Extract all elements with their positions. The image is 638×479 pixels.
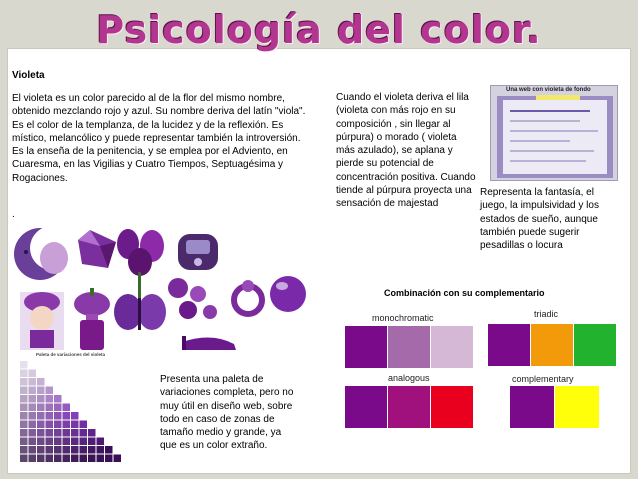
swatch-monochromatic-2 [388, 326, 430, 368]
palette-swatch [63, 438, 71, 446]
scheme-label-analogous: analogous [388, 373, 430, 383]
child-with-hat-icon [20, 292, 64, 350]
palette-swatch [37, 429, 45, 437]
palette-swatch [54, 421, 62, 429]
butterfly-icon [114, 294, 166, 330]
web-screenshot-line [510, 110, 590, 112]
web-screenshot-line [510, 140, 570, 142]
web-screenshot-line [510, 160, 586, 162]
palette-swatch [46, 404, 54, 412]
palette-swatch [88, 455, 96, 463]
palette-swatch [105, 446, 113, 454]
palette-swatch [46, 412, 54, 420]
palette-swatch [20, 412, 28, 420]
palette-swatch [46, 438, 54, 446]
palette-swatch [29, 395, 37, 403]
palette-swatch [63, 404, 71, 412]
palette-swatch [29, 438, 37, 446]
palette-swatch [71, 412, 79, 420]
palette-swatch [37, 387, 45, 395]
palette-swatch [54, 429, 62, 437]
palette-swatch [97, 438, 105, 446]
palette-swatch [71, 446, 79, 454]
palette-swatch [29, 455, 37, 463]
perfume-bottle-icon [80, 314, 104, 350]
palette-swatch [20, 395, 28, 403]
palette-swatch [97, 446, 105, 454]
palette-swatch [20, 361, 28, 369]
violet-description: El violeta es un color parecido al de la flor del mismo nombre, obtenido mezclando rojo y azul. Su nombre deriva del latín "viola". Es el color de la templanza, de la lucidez y de la reflexión. Es místico, melancólico y puede representar también la introversión. Es la enseña de la penitencia, y se emplea por el Adviento, en Cuaresma, en las Vigilias y Cuatro Tiempos, Septuagésima y Rogaciones. [12, 93, 306, 184]
violet-objects-collage [12, 224, 312, 356]
swatch-monochromatic-1 [345, 326, 387, 368]
palette-swatch [80, 446, 88, 454]
palette-swatch [29, 387, 37, 395]
palette-swatch [37, 421, 45, 429]
palette-swatch [20, 370, 28, 378]
mobile-phone-icon [178, 234, 218, 270]
palette-swatch [114, 455, 122, 463]
palette-swatch [46, 395, 54, 403]
section-heading: Violeta [12, 70, 45, 81]
scheme-label-complementary: complementary [512, 374, 574, 384]
web-screenshot-line [510, 130, 598, 132]
palette-swatch [37, 412, 45, 420]
swatch-analogous-1 [345, 386, 387, 428]
palette-swatch [37, 395, 45, 403]
palette-swatch [20, 446, 28, 454]
complement-heading: Combinación con su complementario [384, 288, 545, 298]
palette-swatch [20, 455, 28, 463]
palette-swatch [46, 429, 54, 437]
palette-swatch [20, 378, 28, 386]
swatch-monochromatic-3 [431, 326, 473, 368]
palette-swatch [20, 429, 28, 437]
palette-swatch [97, 455, 105, 463]
scheme-label-triadic: triadic [534, 309, 559, 319]
web-screenshot-header-bar [536, 95, 580, 100]
palette-swatch [80, 438, 88, 446]
palette-swatch [63, 429, 71, 437]
palette-swatch [29, 429, 37, 437]
palette-swatch [80, 421, 88, 429]
swatch-analogous-2 [388, 386, 430, 428]
palette-swatch [71, 438, 79, 446]
palette-swatch [46, 421, 54, 429]
swatch-triadic-1 [488, 324, 530, 366]
swatch-triadic-2 [531, 324, 573, 366]
tulips-icon [117, 229, 164, 298]
palette-swatch [37, 404, 45, 412]
palette-swatch [37, 378, 45, 386]
palette-swatch-grid [18, 349, 144, 467]
violet-palette-image [18, 349, 144, 467]
palette-swatch [46, 446, 54, 454]
palette-swatch [54, 395, 62, 403]
page-title: Psicología del color. [96, 8, 542, 52]
palette-swatch [63, 446, 71, 454]
ring-icon [234, 280, 262, 314]
violet-flowers-icon [168, 278, 217, 319]
palette-swatch [71, 455, 79, 463]
palette-swatch [88, 438, 96, 446]
palette-swatch [29, 378, 37, 386]
moon-figure-icon [14, 226, 74, 280]
amethyst-gem-icon [78, 230, 116, 268]
scheme-label-monochromatic: monochromatic [372, 313, 434, 323]
swatch-complementary-1 [510, 386, 554, 428]
palette-swatch [63, 412, 71, 420]
palette-swatch [54, 438, 62, 446]
web-screenshot-title: Una web con violeta de fondo [506, 87, 591, 93]
swatch-triadic-3 [574, 324, 616, 366]
palette-swatch [20, 387, 28, 395]
palette-swatch [105, 455, 113, 463]
palette-swatch [80, 455, 88, 463]
palette-swatch [37, 446, 45, 454]
palette-swatch [88, 446, 96, 454]
palette-title: Paleta de variaciones del violeta [36, 352, 106, 357]
palette-swatch [63, 421, 71, 429]
fantasy-description: Representa la fantasía, el juego, la impulsividad y los estados de sueño, aunque también puede sugerir pesadillas o locura [480, 187, 599, 252]
palette-swatch [37, 438, 45, 446]
web-screenshot-line [510, 150, 594, 152]
purple-pumpkin-icon [74, 288, 110, 316]
palette-swatch [71, 421, 79, 429]
stray-dot: . [12, 209, 15, 220]
palette-swatch [54, 455, 62, 463]
palette-swatch [20, 421, 28, 429]
palette-swatch [29, 412, 37, 420]
palette-caption: Presenta una paleta de variaciones completa, pero no muy útil en diseño web, sobre todo en caso de zonas de tamaño medio y grande, ya que es un color extraño. [160, 374, 294, 452]
palette-swatch [46, 455, 54, 463]
palette-swatch [54, 412, 62, 420]
palette-swatch [80, 429, 88, 437]
palette-swatch [54, 404, 62, 412]
web-screenshot-line [510, 120, 580, 122]
palette-swatch [54, 446, 62, 454]
palette-swatch [29, 370, 37, 378]
palette-swatch [63, 455, 71, 463]
palette-swatch [29, 421, 37, 429]
palette-swatch [20, 438, 28, 446]
palette-swatch [37, 455, 45, 463]
swatch-analogous-3 [431, 386, 473, 428]
lila-description: Cuando el violeta deriva el lila (violeta con más rojo en su composición , sin llegar al púrpura) o morado ( violeta más azulado), se aplana y pierde su potencial de concentración positiva. Cuando tiende al púrpura proyecta una sensación de majestad [336, 92, 476, 210]
palette-swatch [71, 429, 79, 437]
palette-swatch [29, 446, 37, 454]
palette-swatch [20, 404, 28, 412]
high-heel-shoe-icon [182, 336, 236, 350]
palette-swatch [88, 429, 96, 437]
decorative-orb-icon [270, 276, 306, 312]
swatch-complementary-2 [555, 386, 599, 428]
palette-swatch [29, 404, 37, 412]
palette-swatch [46, 387, 54, 395]
